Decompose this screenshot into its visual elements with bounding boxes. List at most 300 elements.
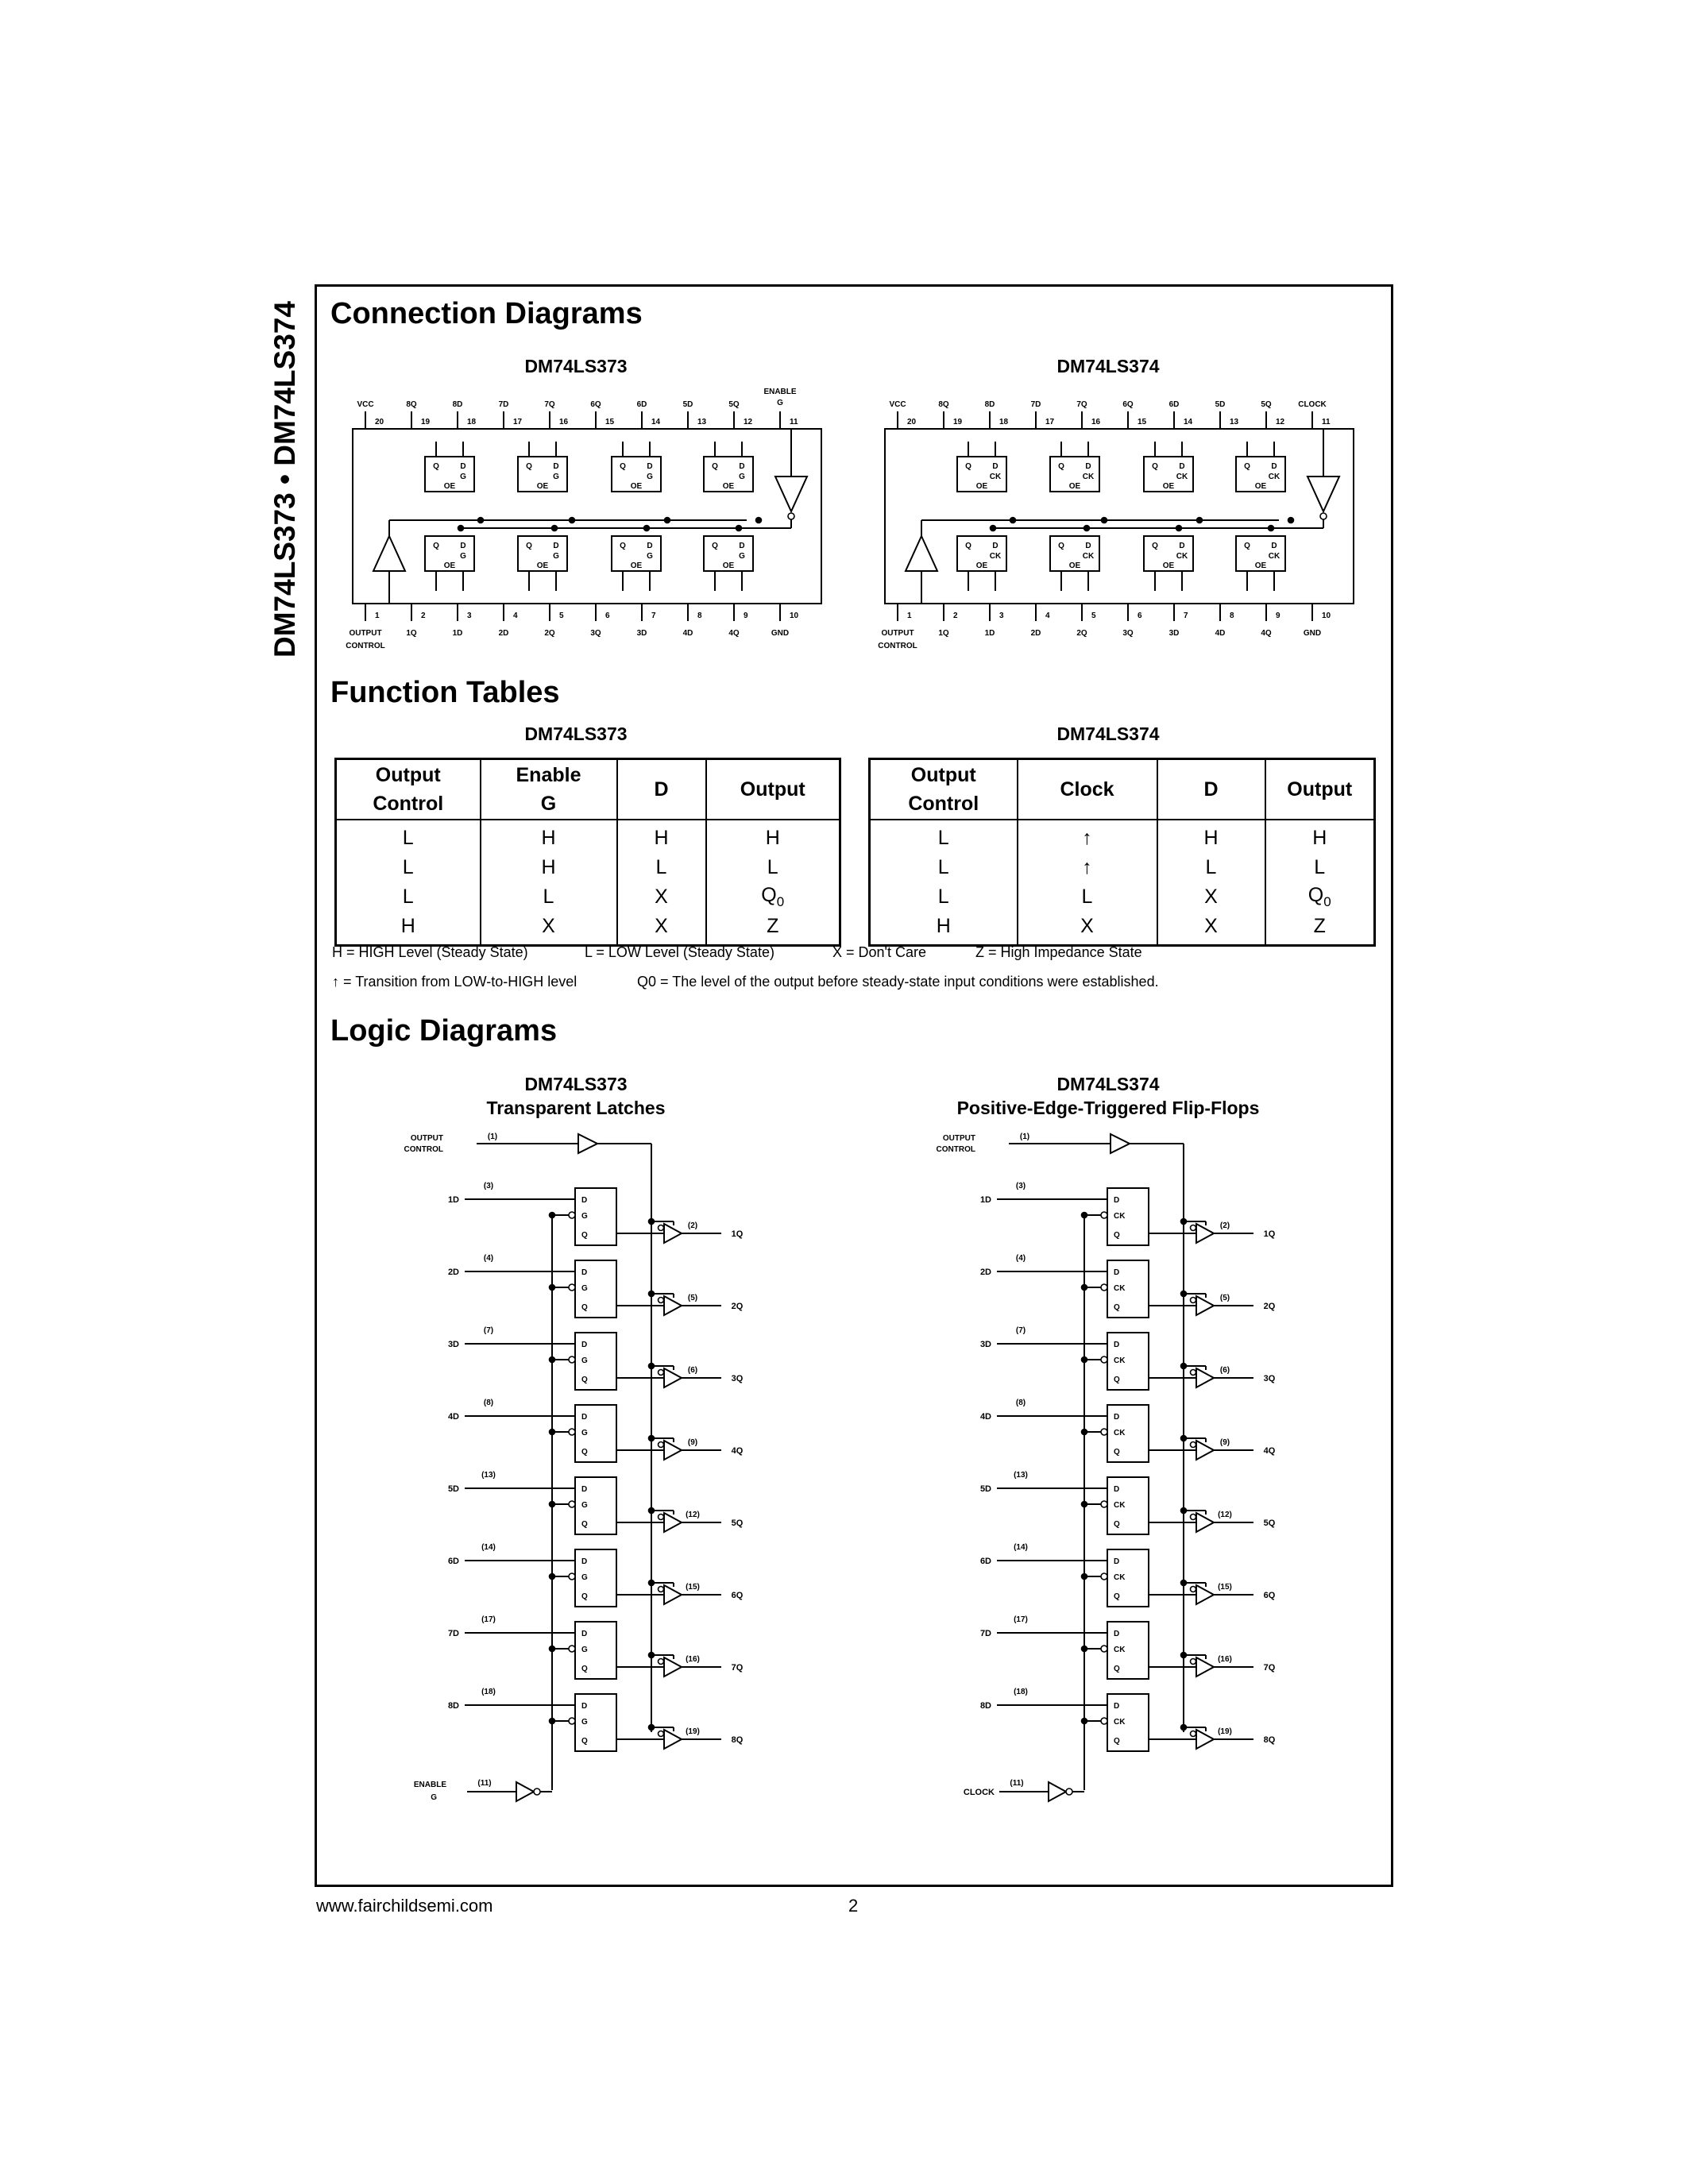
junction-dot	[1181, 1725, 1187, 1731]
bottom-pin-label: OUTPUT	[349, 629, 382, 638]
top-pin-number: 14	[651, 418, 661, 426]
cell-d-label: D	[1085, 542, 1091, 550]
top-pin-number: 12	[1276, 418, 1285, 426]
junction-dot	[552, 526, 558, 531]
table-374-cell: L	[870, 820, 1018, 853]
top-pin-label: VCC	[357, 400, 374, 409]
table-374-cell: L	[1265, 853, 1375, 882]
output-buffer	[1196, 1296, 1214, 1315]
cell-clock-label: CK	[1114, 1284, 1126, 1293]
latch-output-label: 4Q	[731, 1446, 744, 1456]
table-373-cell: L	[617, 853, 706, 882]
output-pin-label: (12)	[1218, 1511, 1232, 1519]
input-pin-label: (3)	[483, 1182, 494, 1190]
bottom-pin-number: 6	[605, 612, 610, 620]
output-pin-label: (9)	[1219, 1438, 1230, 1447]
latch-output-label: 6Q	[731, 1591, 744, 1600]
junction-dot	[1010, 518, 1016, 523]
cell-d-label: D	[581, 1557, 588, 1566]
output-enable-bubble	[659, 1225, 664, 1231]
oc-buffer	[373, 536, 405, 571]
conn-373-svg	[346, 381, 826, 667]
cell-q-label: Q	[1114, 1303, 1120, 1312]
cell-d-label: D	[1114, 1702, 1120, 1711]
table-374-cell: ↑	[1018, 853, 1157, 882]
table-373-header-cell: D	[617, 759, 706, 820]
output-control-label: CONTROL	[936, 1145, 975, 1154]
cell-q-label: Q	[1114, 1448, 1120, 1457]
table-374-cell: H	[1157, 820, 1265, 853]
top-pin-label: 8D	[452, 400, 463, 409]
top-pin-label: 7D	[1030, 400, 1041, 409]
latch-output-label: 4Q	[1263, 1446, 1276, 1456]
clock-label: CLOCK	[963, 1788, 995, 1797]
cell-clock-label: G	[739, 473, 745, 481]
table-374-row	[870, 853, 1375, 882]
output-pin-label: (15)	[686, 1583, 700, 1592]
logic-diagrams-heading: Logic Diagrams	[330, 1014, 558, 1048]
bottom-pin-number: 1	[907, 612, 912, 620]
logic-373-svg	[397, 1120, 810, 1802]
top-pin-number: 11	[790, 418, 798, 426]
table-373-cell: $Q_0$	[706, 882, 840, 912]
table-373-header-cell: Output Control	[336, 759, 481, 820]
table-373-cell: H	[617, 820, 706, 853]
bottom-pin-number: 3	[467, 612, 472, 620]
bottom-pin-label: 4Q	[1261, 629, 1272, 638]
cell-q-label: Q	[1152, 542, 1158, 550]
top-pin-number: 16	[1091, 418, 1101, 426]
output-pin-label: (2)	[687, 1221, 698, 1230]
function-table-374	[868, 758, 1376, 947]
latch-input-label: 8D	[447, 1701, 459, 1711]
top-pin-number: 17	[1045, 418, 1055, 426]
logic-374-svg	[929, 1120, 1342, 1795]
output-buffer	[664, 1585, 682, 1604]
output-pin-label: (6)	[1219, 1366, 1230, 1375]
logic-373-title: DM74LS373	[524, 1074, 628, 1094]
cell-clock-label: G	[553, 552, 559, 561]
top-pin-label: 5Q	[1261, 400, 1272, 409]
top-pin-label: 8Q	[938, 400, 949, 409]
control-label: CONTROL	[878, 642, 917, 650]
cell-clock-label: CK	[1114, 1356, 1126, 1365]
latch-output-label: 3Q	[731, 1374, 744, 1383]
cell-clock-label: CK	[1268, 552, 1280, 561]
cell-oe-label: OE	[536, 561, 549, 570]
oc-pin-label: (1)	[487, 1133, 498, 1141]
cell-clock-label: CK	[1114, 1646, 1126, 1654]
table-373-cell: L	[481, 882, 617, 912]
enable-bubble	[534, 1788, 540, 1795]
cell-clock-label: CK	[1082, 473, 1095, 481]
output-buffer	[1196, 1224, 1214, 1243]
latch-output-label: 8Q	[1263, 1735, 1276, 1745]
output-buffer	[664, 1224, 682, 1243]
top-pin-number: 12	[744, 418, 753, 426]
cell-d-label: D	[992, 462, 999, 471]
junction-dot	[649, 1653, 655, 1658]
latch-input-label: 4D	[979, 1412, 991, 1422]
output-enable-bubble	[1191, 1731, 1196, 1737]
input-pin-label: (4)	[483, 1254, 494, 1263]
bottom-pin-label: GND	[1303, 629, 1322, 638]
junction-dot	[1181, 1364, 1187, 1369]
table-373-header-cell: Enable G	[481, 759, 617, 820]
cell-oe-label: OE	[630, 482, 643, 491]
cell-q-label: Q	[1152, 462, 1158, 471]
cell-d-label: D	[739, 542, 745, 550]
connection-diagrams-heading: Connection Diagrams	[330, 297, 643, 330]
cell-oe-label: OE	[1254, 561, 1267, 570]
input-pin-label: (13)	[481, 1471, 496, 1480]
table-374-header-cell: Output Control	[870, 759, 1018, 820]
junction-dot	[649, 1508, 655, 1514]
table-374-row	[870, 882, 1375, 912]
note-arrow: ↑ = Transition from LOW-to-HIGH level	[332, 974, 577, 990]
top-pin-number: 16	[559, 418, 569, 426]
junction-dot	[478, 518, 484, 523]
cell-d-label: D	[553, 462, 559, 471]
output-enable-bubble	[659, 1515, 664, 1520]
junction-dot	[649, 1580, 655, 1586]
top-pin-label: 8Q	[406, 400, 417, 409]
table-374-title: DM74LS374	[1056, 723, 1160, 744]
junction-dot	[649, 1436, 655, 1441]
cell-clock-bubble	[1101, 1718, 1107, 1724]
table-374-cell: X	[1157, 882, 1265, 912]
input-pin-label: (4)	[1015, 1254, 1026, 1263]
cell-clock-bubble	[569, 1718, 575, 1724]
table-374-header-cell: Output	[1265, 759, 1375, 820]
cell-d-label: D	[1179, 462, 1185, 471]
bottom-pin-label: 1Q	[938, 629, 949, 638]
input-pin-label: (7)	[1015, 1326, 1026, 1335]
table-373-cell: X	[617, 882, 706, 912]
output-enable-bubble	[1191, 1515, 1196, 1520]
bottom-pin-number: 6	[1138, 612, 1142, 620]
cell-oe-label: OE	[443, 561, 456, 570]
top-pin-number: 14	[1184, 418, 1193, 426]
bottom-pin-number: 7	[1184, 612, 1188, 620]
latch-input-label: 3D	[979, 1340, 991, 1349]
oc-buffer	[1111, 1134, 1130, 1153]
bottom-pin-number: 9	[744, 612, 748, 620]
top-pin-number: 11	[1322, 418, 1331, 426]
junction-dot	[570, 518, 575, 523]
top-pin-number: 18	[467, 418, 477, 426]
table-374-header-cell: D	[1157, 759, 1265, 820]
output-buffer	[1196, 1441, 1214, 1460]
table-373-row	[336, 853, 840, 882]
cell-clock-bubble	[569, 1212, 575, 1218]
cell-clock-bubble	[569, 1284, 575, 1291]
output-control-label: OUTPUT	[942, 1134, 975, 1143]
bottom-pin-number: 2	[421, 612, 426, 620]
oc-pin-label: (1)	[1019, 1133, 1030, 1141]
output-enable-bubble	[659, 1370, 664, 1376]
cell-d-label: D	[460, 542, 466, 550]
output-enable-bubble	[1191, 1225, 1196, 1231]
cell-clock-label: G	[460, 473, 466, 481]
bottom-pin-number: 5	[1091, 612, 1096, 620]
bottom-pin-label: 3Q	[590, 629, 601, 638]
input-pin-label: (7)	[483, 1326, 494, 1335]
bottom-pin-label: 2Q	[1076, 629, 1087, 638]
output-enable-bubble	[1191, 1298, 1196, 1303]
table-373-cell: X	[617, 912, 706, 946]
table-374-cell: L	[1157, 853, 1265, 882]
top-pin-number: 13	[697, 418, 707, 426]
table-373-row	[336, 912, 840, 946]
cell-clock-label: G	[460, 552, 466, 561]
output-buffer	[664, 1296, 682, 1315]
cell-q-label: Q	[581, 1376, 588, 1384]
latch-output-label: 7Q	[731, 1663, 744, 1673]
table-373-cell: H	[481, 853, 617, 882]
table-373-row	[336, 882, 840, 912]
top-pin-label: 6D	[1168, 400, 1180, 409]
output-pin-label: (5)	[1219, 1294, 1230, 1302]
note-l: L = LOW Level (Steady State)	[585, 944, 774, 960]
cell-d-label: D	[581, 1196, 588, 1205]
cell-q-label: Q	[620, 542, 626, 550]
cell-clock-label: CK	[989, 552, 1002, 561]
cell-q-label: Q	[712, 542, 718, 550]
function-tables-heading: Function Tables	[330, 676, 560, 709]
table-373-cell: L	[336, 853, 481, 882]
cell-clock-label: G	[581, 1212, 588, 1221]
table-374-cell: L	[870, 882, 1018, 912]
input-pin-label: (14)	[1014, 1543, 1028, 1552]
function-table-373	[334, 758, 841, 947]
cell-d-label: D	[1271, 542, 1277, 550]
top-pin-label: 7Q	[544, 400, 555, 409]
cell-clock-label: CK	[1114, 1429, 1126, 1437]
output-buffer	[664, 1730, 682, 1749]
logic-373-subtitle: Transparent Latches	[486, 1098, 666, 1118]
output-buffer	[1196, 1585, 1214, 1604]
latch-input-label: 1D	[447, 1195, 459, 1205]
input-pin-label: (17)	[481, 1615, 496, 1624]
input-pin-label: (13)	[1014, 1471, 1028, 1480]
table-373-cell: Z	[706, 912, 840, 946]
side-title: DM74LS373 • DM74LS374	[268, 301, 301, 658]
cell-clock-label: CK	[1176, 473, 1188, 481]
top-pin-label: CLOCK	[1298, 400, 1327, 409]
junction-dot	[756, 518, 762, 523]
input-pin-label: (8)	[483, 1399, 494, 1407]
top-pin-label: 7D	[498, 400, 509, 409]
output-buffer	[664, 1513, 682, 1532]
cell-d-label: D	[1114, 1485, 1120, 1494]
junction-dot	[458, 526, 464, 531]
latch-input-label: 2D	[447, 1268, 459, 1277]
cell-q-label: Q	[1114, 1376, 1120, 1384]
cell-clock-label: CK	[1114, 1573, 1126, 1582]
bottom-pin-number: 3	[999, 612, 1004, 620]
cell-q-label: Q	[526, 462, 532, 471]
footer-url[interactable]: www.fairchildsemi.com	[316, 1896, 493, 1916]
bottom-pin-number: 4	[1045, 612, 1050, 620]
junction-dot	[1084, 526, 1090, 531]
cell-clock-label: CK	[1176, 552, 1188, 561]
cell-clock-label: G	[553, 473, 559, 481]
cell-q-label: Q	[581, 1231, 588, 1240]
cell-d-label: D	[647, 462, 653, 471]
logic-373-diagram	[397, 1120, 810, 1802]
bottom-pin-number: 1	[375, 612, 380, 620]
cell-oe-label: OE	[1162, 482, 1175, 491]
table-374-body	[870, 820, 1375, 946]
latch-output-label: 2Q	[1263, 1302, 1276, 1311]
output-pin-label: (19)	[1218, 1727, 1232, 1736]
cell-d-label: D	[1114, 1557, 1120, 1566]
latch-output-label: 6Q	[1263, 1591, 1276, 1600]
latch-input-label: 3D	[447, 1340, 459, 1349]
note-z: Z = High Impedance State	[975, 944, 1142, 960]
junction-dot	[736, 526, 742, 531]
latch-output-label: 5Q	[1263, 1518, 1276, 1528]
cell-oe-label: OE	[975, 561, 988, 570]
cell-d-label: D	[1085, 462, 1091, 471]
cell-q-label: Q	[620, 462, 626, 471]
latch-input-label: 5D	[447, 1484, 459, 1494]
cell-q-label: Q	[581, 1303, 588, 1312]
cell-q-label: Q	[1114, 1231, 1120, 1240]
latch-input-label: 7D	[447, 1629, 459, 1638]
cell-clock-bubble	[1101, 1501, 1107, 1507]
bottom-pin-label: GND	[771, 629, 790, 638]
junction-dot	[644, 526, 650, 531]
output-pin-label: (5)	[687, 1294, 698, 1302]
output-enable-bubble	[1191, 1442, 1196, 1448]
table-374-header-cell: Clock	[1018, 759, 1157, 820]
cell-clock-label: G	[647, 473, 653, 481]
table-373-cell: H	[706, 820, 840, 853]
table-373-header-cell: Output	[706, 759, 840, 820]
table-373-row	[336, 820, 840, 853]
cell-clock-bubble	[569, 1573, 575, 1580]
junction-dot	[649, 1364, 655, 1369]
ic-body	[353, 429, 821, 604]
output-enable-bubble	[1191, 1370, 1196, 1376]
logic-374-diagram	[929, 1120, 1342, 1795]
cell-clock-label: CK	[1114, 1501, 1126, 1510]
cell-q-label: Q	[433, 542, 439, 550]
cell-oe-label: OE	[1162, 561, 1175, 570]
cell-oe-label: OE	[975, 482, 988, 491]
enable-buffer	[775, 477, 807, 511]
table-373-header	[336, 759, 840, 820]
junction-dot	[1102, 518, 1107, 523]
note-q0: Q0 = The level of the output before steady-state input conditions were established.	[637, 974, 1159, 990]
cell-oe-label: OE	[630, 561, 643, 570]
junction-dot	[649, 1219, 655, 1225]
output-enable-bubble	[659, 1659, 664, 1665]
cell-d-label: D	[553, 542, 559, 550]
table-373-body	[336, 820, 840, 946]
cell-q-label: Q	[1244, 462, 1250, 471]
cell-clock-label: G	[581, 1284, 588, 1293]
bottom-pin-label: 2D	[498, 629, 509, 638]
junction-dot	[1181, 1436, 1187, 1441]
cell-d-label: D	[581, 1630, 588, 1638]
bottom-pin-label: 4Q	[728, 629, 740, 638]
cell-q-label: Q	[526, 542, 532, 550]
cell-d-label: D	[581, 1413, 588, 1422]
table-374-cell: H	[870, 912, 1018, 946]
cell-clock-label: G	[739, 552, 745, 561]
output-enable-bubble	[1191, 1587, 1196, 1592]
cell-q-label: Q	[1114, 1520, 1120, 1529]
cell-d-label: D	[1114, 1341, 1120, 1349]
bottom-pin-label: 3D	[1168, 629, 1180, 638]
latch-output-label: 5Q	[731, 1518, 744, 1528]
cell-q-label: Q	[965, 542, 971, 550]
enable-buffer	[1308, 477, 1339, 511]
top-pin-label: 7Q	[1076, 400, 1087, 409]
output-enable-bubble	[659, 1587, 664, 1592]
bottom-pin-number: 10	[790, 612, 799, 620]
cell-d-label: D	[581, 1485, 588, 1494]
latch-input-label: 8D	[979, 1701, 991, 1711]
junction-dot	[649, 1725, 655, 1731]
latch-output-label: 1Q	[731, 1229, 744, 1239]
table-374-cell: X	[1157, 912, 1265, 946]
table-373-cell: L	[706, 853, 840, 882]
cell-clock-label: CK	[1114, 1212, 1126, 1221]
cell-q-label: Q	[581, 1737, 588, 1746]
cell-clock-label: CK	[1268, 473, 1280, 481]
output-buffer	[1196, 1368, 1214, 1387]
bottom-pin-number: 5	[559, 612, 564, 620]
logic-374-title: DM74LS374	[1056, 1074, 1160, 1094]
latch-output-label: 8Q	[731, 1735, 744, 1745]
enable-pin-label: (11)	[1010, 1779, 1024, 1788]
top-pin-label: 8D	[984, 400, 995, 409]
input-pin-label: (3)	[1015, 1182, 1026, 1190]
cell-clock-bubble	[1101, 1429, 1107, 1435]
cell-clock-label: G	[581, 1646, 588, 1654]
output-enable-bubble	[1191, 1659, 1196, 1665]
cell-q-label: Q	[581, 1665, 588, 1673]
cell-clock-bubble	[569, 1429, 575, 1435]
junction-dot	[1269, 526, 1274, 531]
cell-q-label: Q	[712, 462, 718, 471]
latch-output-label: 2Q	[731, 1302, 744, 1311]
oc-buffer	[578, 1134, 597, 1153]
latch-output-label: 3Q	[1263, 1374, 1276, 1383]
output-buffer	[1196, 1513, 1214, 1532]
cell-d-label: D	[581, 1702, 588, 1711]
junction-dot	[665, 518, 670, 523]
output-pin-label: (9)	[687, 1438, 698, 1447]
control-label: CONTROL	[346, 642, 385, 650]
bottom-pin-label: 1D	[452, 629, 463, 638]
cell-clock-label: CK	[1114, 1718, 1126, 1727]
top-pin-number: 15	[1138, 418, 1147, 426]
latch-input-label: 6D	[979, 1557, 991, 1566]
cell-d-label: D	[1114, 1630, 1120, 1638]
cell-oe-label: OE	[1068, 482, 1081, 491]
table-373-cell: L	[336, 820, 481, 853]
cell-q-label: Q	[581, 1592, 588, 1601]
cell-d-label: D	[1114, 1268, 1120, 1277]
cell-d-label: D	[1114, 1413, 1120, 1422]
latch-output-label: 1Q	[1263, 1229, 1276, 1239]
conn-374-diagram	[878, 381, 1358, 667]
